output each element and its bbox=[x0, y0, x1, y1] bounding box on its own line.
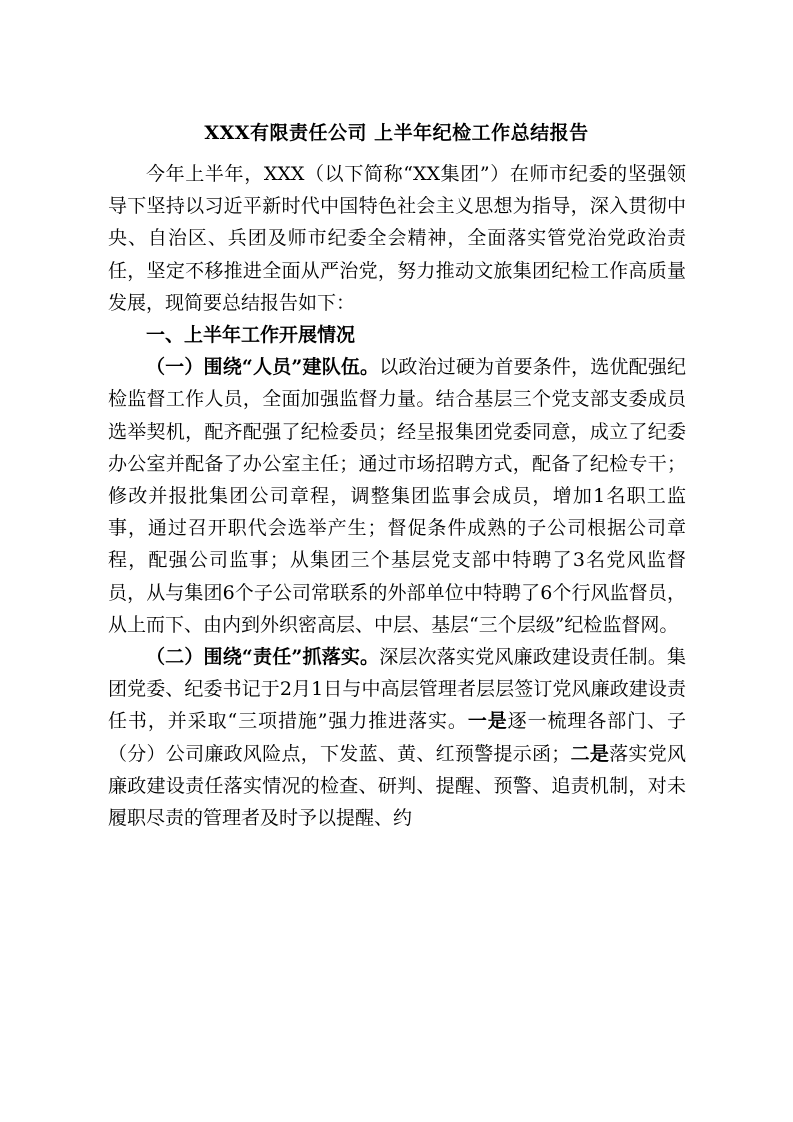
measure-marker-2: 二是 bbox=[570, 742, 610, 765]
section-heading: 一、上半年工作开展情况 bbox=[146, 324, 356, 347]
document-title: XXX有限责任公司 上半年纪检工作总结报告 bbox=[204, 122, 589, 144]
subsection-text-2b: 逐一梳理各部门、子（分）公司廉政风险点，下发蓝、黄、红预警提示函； bbox=[108, 710, 686, 765]
subsection-heading-1: （一）围绕“人员”建队伍。 bbox=[146, 356, 380, 379]
intro-paragraph: 今年上半年，XXX（以下简称“XX集团”）在师市纪委的坚强领导下坚持以习近平新时代中国特色社会主义思想为指导，深入贯彻中央、自治区、兵团及师市纪委全会精神，全面落实管党治党政治责任，坚定不移推进全面从严治党，努力推动文旅集团纪检工作高质量发展，现简要总结报告如下： bbox=[108, 163, 686, 314]
subsection-text-2c: 落实党风廉政建设责任落实情况的检查、研判、提醒、预警、追责机制，对未履职尽责的管理者及时予以提醒、约 bbox=[108, 742, 686, 830]
document-body bbox=[108, 158, 686, 834]
subsection-heading-2: （二）围绕“责任”抓落实。 bbox=[146, 646, 380, 669]
subsection-paragraph-1 bbox=[108, 351, 686, 641]
subsection-text-1: 以政治过硬为首要条件，选优配强纪检监督工作人员，全面加强监督力量。结合基层三个党支部支委成员选举契机，配齐配强了纪检委员；经呈报集团党委同意，成立了纪委办公室并配备了办公室主任；通过市场招聘方式，配备了纪检专干；修改并报批集团公司章程，调整集团监事会成员，增加1名职工监事，通过召开职代会选举产生；督促条件成熟的子公司根据公司章程，配强公司监事；从集团三个基层党支部中特聘了3名党风监督员，从与集团6个子公司常联系的外部单位中特聘了6个行风监督员，从上而下、由内到外织密高层、中层、基层“三个层级”纪检监督网。 bbox=[108, 356, 686, 636]
measure-marker-1: 一是 bbox=[467, 710, 508, 733]
subsection-paragraph-2 bbox=[108, 641, 686, 834]
subsection-text-2a: 深层次落实党风廉政建设责任制。集团党委、纪委书记于2月1日与中高层管理者层层签订党风廉政建设责任书，并采取“三项措施”强力推进落实。 bbox=[108, 646, 686, 733]
